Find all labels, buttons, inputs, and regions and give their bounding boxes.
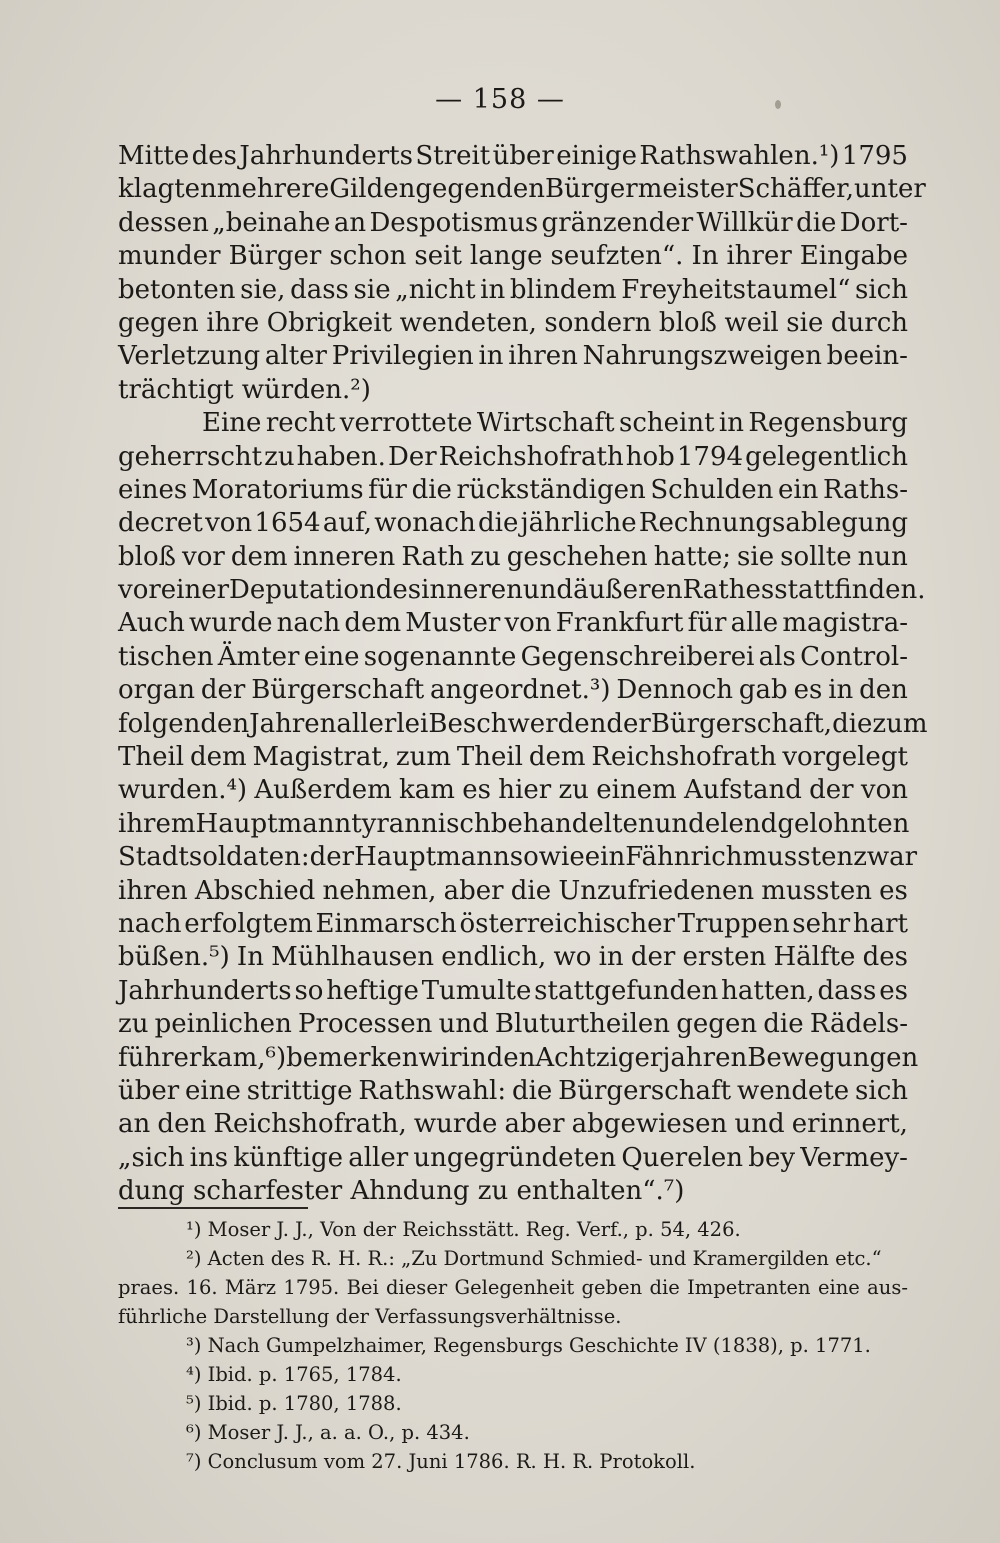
footnotes bbox=[118, 1215, 908, 1476]
text-line: bloß vor dem inneren Rath zu geschehen hatte; sie sollte nun bbox=[118, 541, 908, 572]
text-line: vor einer Deputation des inneren und äußeren Rathes stattfinden. bbox=[118, 575, 926, 606]
text-line: wurden.⁴) Außerdem kam es hier zu einem Aufstand der von bbox=[118, 775, 908, 806]
text-line: decret von 1654 auf, wonach die jährliche Rechnungsablegung bbox=[118, 508, 908, 539]
text-line: Verletzung alter Privilegien in ihren Nahrungszweigen beein- bbox=[118, 341, 908, 372]
text-line: Stadtsoldaten: der Hauptmann sowie ein Fähnrich mussten zwar bbox=[118, 842, 918, 873]
text-line: klagten mehrere Gilden gegen den Bürgermeister Schäffer, unter bbox=[118, 174, 926, 205]
text-line: „sich ins künftige aller ungegründeten Querelen bey Vermey- bbox=[118, 1142, 908, 1173]
footnote: ⁵) Ibid. p. 1780, 1788. bbox=[186, 1392, 402, 1415]
footnote: ⁷) Conclusum vom 27. Juni 1786. R. H. R. Protokoll. bbox=[186, 1450, 696, 1473]
text-line: betonten sie, dass sie „nicht in blindem Freyheitstaumel“ sich bbox=[118, 274, 908, 305]
text-line: Mitte des Jahrhunderts Streit über einige Rathswahlen.¹) 1795 bbox=[118, 141, 908, 171]
text-line: ihren Abschied nehmen, aber die Unzufriedenen mussten es bbox=[118, 875, 908, 906]
text-line: folgenden Jahren allerlei Beschwerden der Bürgerschaft, die zum bbox=[118, 708, 928, 739]
text-line: Auch wurde nach dem Muster von Frankfurt für alle magistra- bbox=[118, 608, 908, 639]
text-line: tischen Ämter eine sogenannte Gegenschreiberei als Control- bbox=[118, 641, 908, 672]
text-line: trächtigt würden.²) bbox=[118, 374, 371, 405]
text-line: an den Reichshofrath, wurde aber abgewiesen und erinnert, bbox=[118, 1109, 908, 1140]
footnote: ⁴) Ibid. p. 1765, 1784. bbox=[186, 1363, 402, 1386]
text-line: dessen „beinahe an Despotismus gränzender Willkür die Dort- bbox=[118, 207, 908, 238]
text-line: munder Bürger schon seit lange seufzten“. In ihrer Eingabe bbox=[118, 241, 908, 272]
text-line: dung scharfester Ahndung zu enthalten“.⁷) bbox=[118, 1176, 685, 1207]
text-line: geherrscht zu haben. Der Reichshofrath hob 1794 gelegentlich bbox=[118, 441, 908, 472]
text-line: führer kam,⁶) bemerken wir in den Achtzigerjahren Bewegungen bbox=[118, 1042, 919, 1073]
text-line: Eine recht verrottete Wirtschaft scheint in Regensburg bbox=[202, 408, 908, 439]
body-text bbox=[118, 140, 928, 1209]
text-line: Theil dem Magistrat, zum Theil dem Reichshofrath vorgelegt bbox=[118, 742, 908, 773]
text-line: büßen.⁵) In Mühlhausen endlich, wo in der ersten Hälfte des bbox=[118, 942, 908, 973]
text-line: eines Moratoriums für die rückständigen Schulden ein Raths- bbox=[118, 474, 908, 505]
page-number: — 158 — bbox=[435, 84, 565, 115]
footnote-continuation: führliche Darstellung der Verfassungsverhältnisse. bbox=[118, 1305, 622, 1328]
text-line: ihrem Hauptmann tyrannisch behandelten und elend gelohnten bbox=[118, 808, 910, 839]
footnote: ³) Nach Gumpelzhaimer, Regensburgs Geschichte IV (1838), p. 1771. bbox=[186, 1334, 871, 1357]
text-line: nach erfolgtem Einmarsch österreichischer Truppen sehr hart bbox=[118, 908, 908, 939]
footnote-rule bbox=[118, 1207, 308, 1209]
text-line: Jahrhunderts so heftige Tumulte stattgefunden hatten, dass es bbox=[118, 975, 908, 1006]
footnote-continuation: praes. 16. März 1795. Bei dieser Gelegenheit geben die Impetranten eine aus- bbox=[118, 1276, 908, 1299]
footnote: ²) Acten des R. H. R.: „Zu Dortmund Schmied- und Kramergilden etc.“ bbox=[186, 1247, 882, 1270]
footnote: ⁶) Moser J. J., a. a. O., p. 434. bbox=[186, 1421, 470, 1444]
text-line: gegen ihre Obrigkeit wendeten, sondern bloß weil sie durch bbox=[118, 307, 908, 338]
text-line: zu peinlichen Processen und Bluturtheilen gegen die Rädels- bbox=[118, 1009, 908, 1040]
text-line: über eine strittige Rathswahl: die Bürgerschaft wendete sich bbox=[118, 1075, 908, 1106]
text-line: organ der Bürgerschaft angeordnet.³) Dennoch gab es in den bbox=[118, 675, 908, 706]
footnote: ¹) Moser J. J., Von der Reichsstätt. Reg. Verf., p. 54, 426. bbox=[186, 1218, 741, 1241]
